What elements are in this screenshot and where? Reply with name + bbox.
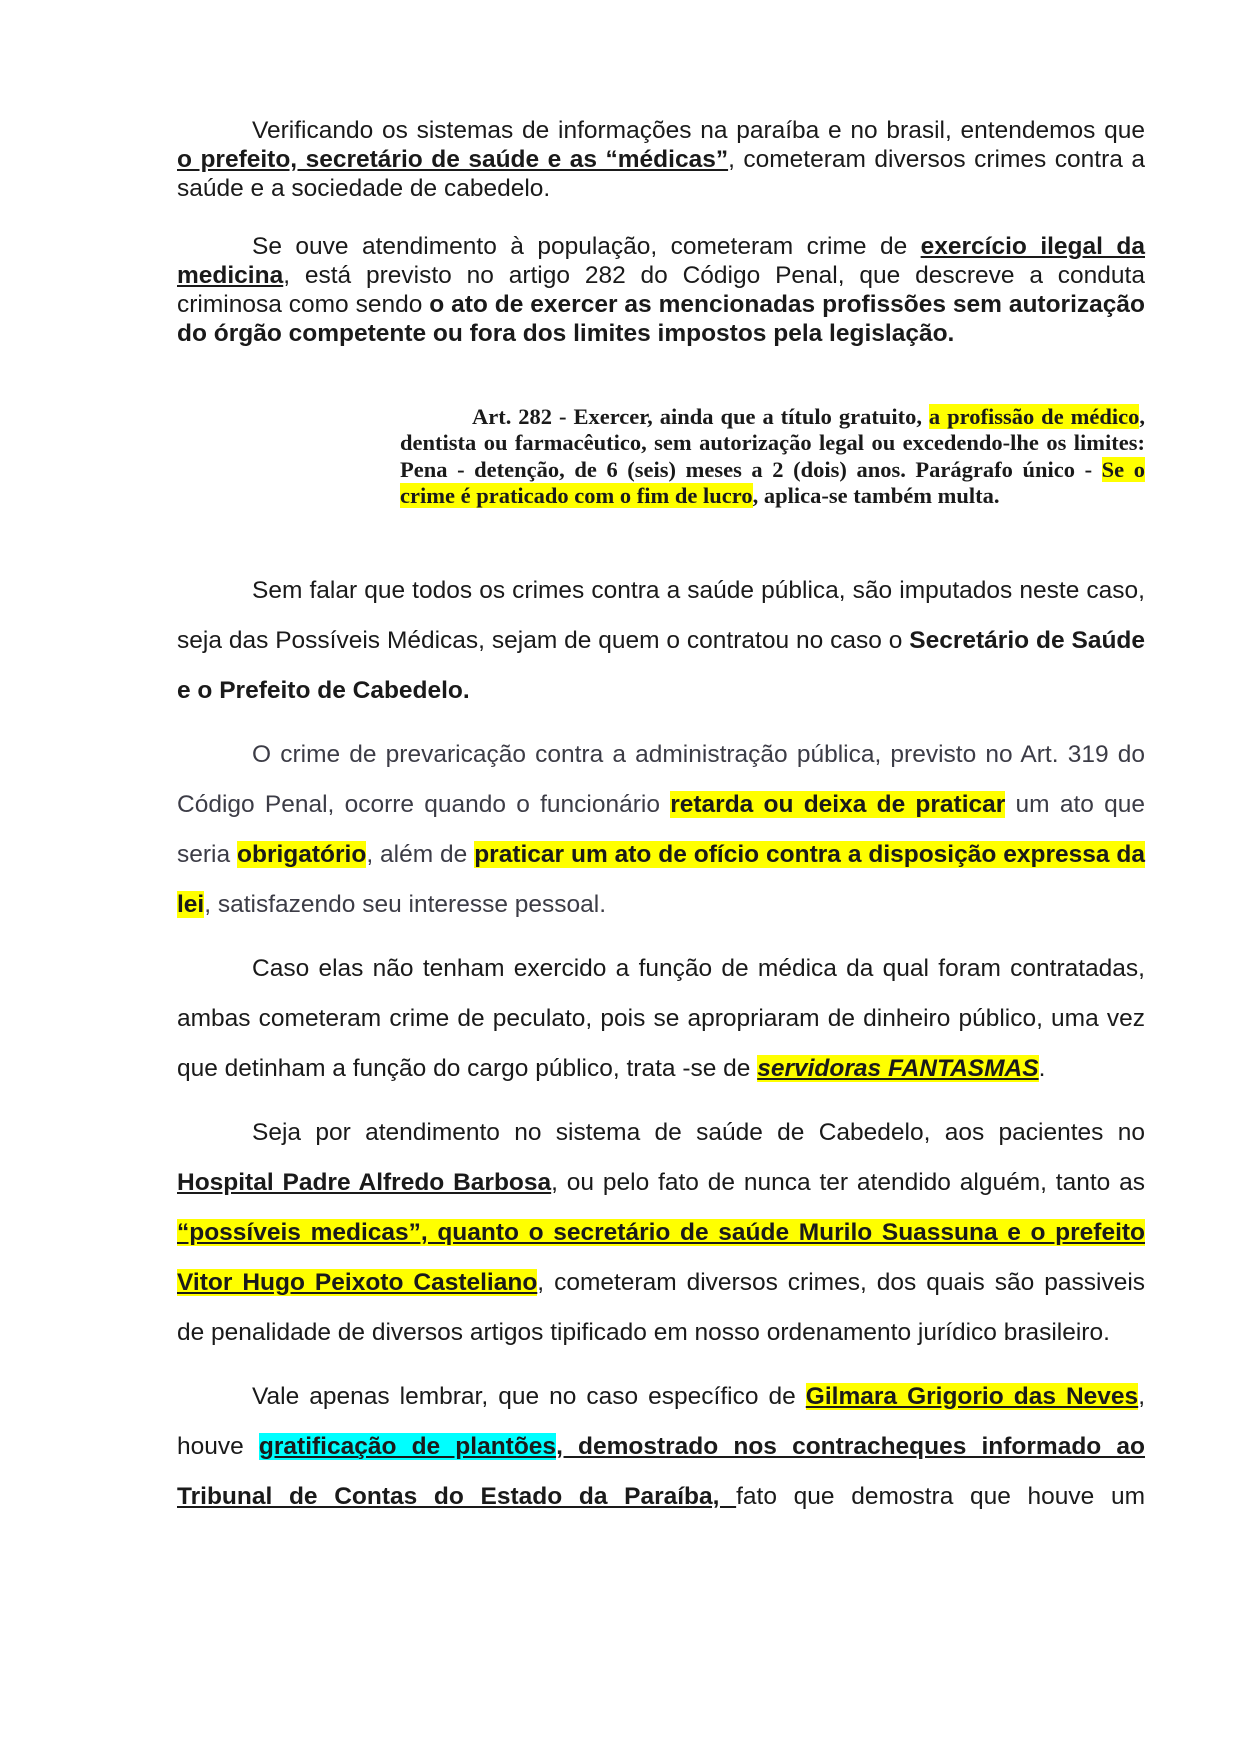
text-run: Se ouve atendimento à população, cometeram crime de bbox=[252, 233, 921, 260]
text-run: , além de bbox=[366, 840, 475, 868]
text-run: Verificando os sistemas de informações na paraíba e no brasil, entendemos que bbox=[252, 117, 1145, 144]
text-run: Seja por atendimento no sistema de saúde de Cabedelo, aos pacientes no bbox=[252, 1118, 1145, 1146]
paragraph-illegal-medicine bbox=[177, 232, 1145, 348]
underlined-bold-text: exercício ilegal da medicina bbox=[177, 233, 1145, 289]
text-run: , cometeram diversos crimes, dos quais são passiveis de penalidade de diversos artigos tipificado em nosso ordenamento jurídico brasileiro. bbox=[177, 1268, 1146, 1346]
bold-text: Secretário de Saúde e o Prefeito de Cabedelo. bbox=[177, 626, 1145, 704]
paragraph-prevarication bbox=[177, 730, 1145, 930]
underlined-bold-text: o prefeito, secretário de saúde e as “médicas” bbox=[177, 146, 729, 173]
paragraph-public-health-crimes bbox=[177, 566, 1145, 716]
highlighted-underlined-text: Gilmara Grigorio das Neves bbox=[805, 1382, 1139, 1410]
text-run: , aplica-se também multa. bbox=[752, 483, 1000, 509]
text-run: fato que demostra que houve um bbox=[736, 1482, 1145, 1510]
text-run: Caso elas não tenham exercido a função de médica da qual foram contratadas, ambas cometeram crime de peculato, pois se apropriaram de dinheiro público, uma vez que detinham a função do cargo público, trata -se de bbox=[177, 954, 1145, 1082]
underlined-bold-text: , demostrado nos contracheques informado ao Tribunal de Contas do Estado da Paraíba, bbox=[177, 1432, 1145, 1510]
highlighted-bold-text: obrigatório bbox=[237, 840, 367, 868]
paragraph-intro bbox=[177, 116, 1145, 203]
text-run: Sem falar que todos os crimes contra a saúde pública, são imputados neste caso, seja das Possíveis Médicas, sejam de quem o contratou no caso o bbox=[177, 576, 1145, 654]
highlighted-text: a profissão de médico bbox=[928, 404, 1140, 429]
legal-quote-art-282 bbox=[400, 404, 1145, 510]
highlighted-bold-text: praticar um ato de ofício contra a disposição expressa da lei bbox=[177, 840, 1145, 918]
text-run: um ato que seria bbox=[177, 790, 1145, 868]
paragraph-hospital bbox=[177, 1108, 1145, 1358]
bold-text: o ato de exercer as mencionadas profissões sem autorização do órgão competente ou fora dos limites impostos pela legislação. bbox=[177, 291, 1145, 347]
highlighted-italic-text: servidoras FANTASMAS bbox=[757, 1054, 1039, 1082]
paragraph-gilmara bbox=[177, 1372, 1145, 1522]
text-run: , dentista ou farmacêutico, sem autorização legal ou excedendo-lhe os limites: Pena - detenção, de 6 (seis) meses a 2 (dois) anos. Parágrafo único - bbox=[400, 404, 1145, 482]
document-body bbox=[177, 116, 1145, 1522]
underlined-bold-text: Hospital Padre Alfredo Barbosa bbox=[177, 1168, 552, 1196]
paragraph-embezzlement bbox=[177, 944, 1145, 1094]
highlighted-underlined-text: “possíveis medicas”, quanto o secretário de saúde Murilo Suassuna e o prefeito Vitor Hugo Peixoto Casteliano bbox=[177, 1218, 1145, 1296]
highlighted-bold-text: retarda ou deixa de praticar bbox=[670, 790, 1006, 818]
text-run: . bbox=[1038, 1054, 1046, 1082]
text-run: O crime de prevaricação contra a administração pública, previsto no Art. 319 do Código Penal, ocorre quando o funcionário bbox=[177, 740, 1145, 818]
text-run: , satisfazendo seu interesse pessoal. bbox=[204, 890, 607, 918]
highlighted-text: Se o crime é praticado com o fim de lucro bbox=[400, 456, 1146, 509]
text-run: , ou pelo fato de nunca ter atendido alguém, tanto as bbox=[551, 1168, 1145, 1196]
text-run: , está previsto no artigo 282 do Código Penal, que descreve a conduta criminosa como sendo bbox=[177, 262, 1145, 318]
cyan-highlighted-text: gratificação de plantões bbox=[258, 1432, 557, 1460]
text-run: Vale apenas lembrar, que no caso específico de bbox=[252, 1382, 806, 1410]
text-run: Art. 282 - Exercer, ainda que a título gratuito, bbox=[472, 404, 929, 429]
text-run: , cometeram diversos crimes contra a saúde e a sociedade de cabedelo. bbox=[177, 146, 1145, 202]
text-run: , houve bbox=[177, 1382, 1145, 1460]
